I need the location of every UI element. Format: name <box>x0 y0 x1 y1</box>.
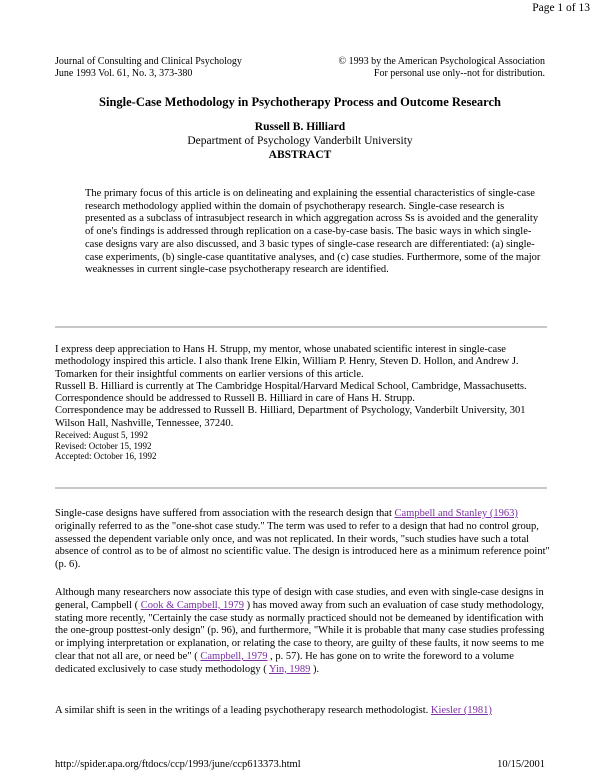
acknowledgment-text: I express deep appreciation to Hans H. Strupp, my mentor, whose unabated scientific interest in single-case methodology inspired this article. I also thank Irene Elkin, William P. Henry, Steven D. Hollon, and Andrew J. Tomarken for their insightful comments on earlier versions of this article. <box>55 344 519 380</box>
page-number: Page 1 of 13 <box>532 2 590 14</box>
body-paragraph-3 <box>55 705 550 718</box>
body-paragraph-2 <box>55 587 550 677</box>
divider-bottom <box>55 487 547 489</box>
affiliation-text: Russell B. Hilliard is currently at The Cambridge Hospital/Harvard Medical School, Cambridge, Massachusetts. Correspondence should be addressed to Russell B. Hilliard in care of Hans H. Strupp. <box>55 380 527 405</box>
abstract-heading: ABSTRACT <box>268 149 332 161</box>
p3-text-before: A similar shift is seen in the writings of a leading psychotherapy research methodologist. <box>55 705 431 716</box>
received-date: Received: August 5, 1992 <box>55 430 148 441</box>
citation-link-cook-campbell[interactable]: Cook & Campbell, 1979 <box>140 599 244 611</box>
p2-text-d: ). <box>310 663 320 675</box>
body-paragraph-1 <box>55 508 550 572</box>
article-title: Single-Case Methodology in Psychotherapy Process and Outcome Research <box>99 95 501 109</box>
accepted-date: Accepted: October 16, 1992 <box>55 451 157 462</box>
citation-link-campbell-1979[interactable]: Campbell, 1979 <box>200 650 268 662</box>
author-notes <box>55 344 555 462</box>
copyright-line: © 1993 by the American Psychological Association <box>338 56 545 67</box>
journal-name: Journal of Consulting and Clinical Psychology <box>55 56 242 67</box>
p2-text-b: ) has moved away from such an evaluation of case study methodology, stating more recently, "Certainly the case study as normally practiced should not be demeaned by identification with the one-group posttest-only design" (p. 96), and furthermore, "While it is probable that many case studies professing or implying interpretation or explanation, or relating the case to theory, are guilty of these faults, it now seems to me clear that not all are, or need be" ( <box>55 599 545 662</box>
footer-date: 10/15/2001 <box>497 759 545 770</box>
citation-link-yin[interactable]: Yin, 1989 <box>268 663 311 675</box>
p1-text-after: originally referred to as the "one-shot case study." The term was used to refer to a design that had no control group, assessed the dependent variable only once, and was not replicated. In their words, "such studies have such a total absence of control as to be of almost no scientific value. The design is introduced here as a minimum reference point" (p. 6). <box>55 520 550 571</box>
footer-url: http://spider.apa.org/ftdocs/ccp/1993/june/ccp613373.html <box>55 759 301 770</box>
author-department: Department of Psychology Vanderbilt University <box>187 135 413 147</box>
citation-link-kiesler[interactable]: Kiesler (1981) <box>430 705 492 716</box>
correspondence-text: Correspondence may be addressed to Russell B. Hilliard, Department of Psychology, Vanderbilt University, 301 Wilson Hall, Nashville, Tennessee, 37240. <box>55 405 526 429</box>
abstract-text: The primary focus of this article is on delineating and explaining the essential characteristics of single-case research methodology applied within the domain of psychotherapy research. Single-case research is presented as a subclass of intrasubject research in which aggregation across Ss is avoided and the generality of one's findings is addressed through replication on a case-by-case basis. The basic ways in which single-case designs vary are also discussed, and 3 basic types of single-case research are differentiated: (a) single-case experiments, (b) single-case quantitative analyses, and (c) case studies. Furthermore, some of the major weaknesses in current single-case psychotherapy research are identified. <box>85 188 541 276</box>
journal-header <box>55 56 242 80</box>
usage-line: For personal use only--not for distribution. <box>373 68 545 79</box>
citation-link-campbell-stanley[interactable]: Campbell and Stanley (1963) <box>394 508 518 519</box>
p2-text-a: Although many researchers now associate this type of design with case studies, and even with single-case designs in general, Campbell ( <box>55 587 544 611</box>
copyright-header <box>339 56 545 80</box>
divider-top <box>55 326 547 328</box>
revised-date: Revised: October 15, 1992 <box>55 440 152 451</box>
author-name: Russell B. Hilliard <box>254 121 346 133</box>
journal-issue: June 1993 Vol. 61, No. 3, 373-380 <box>55 68 193 79</box>
p2-text-c: , p. 57). He has gone on to write the foreword to a volume dedicated exclusively to case study methodology ( <box>55 650 514 675</box>
p1-text-before: Single-case designs have suffered from association with the research design that <box>55 508 395 519</box>
